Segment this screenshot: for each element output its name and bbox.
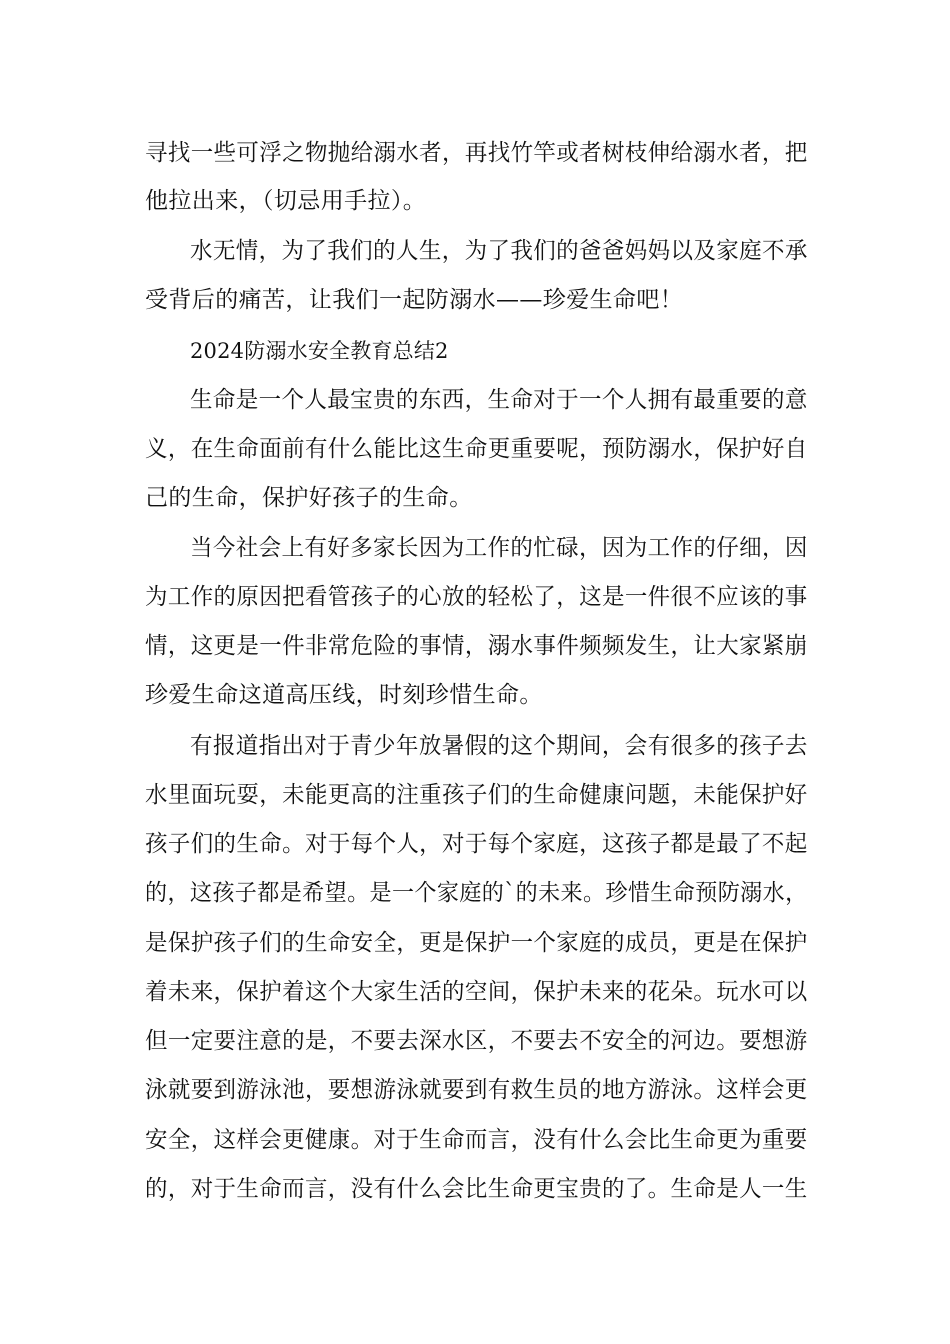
text-line: 水里面玩耍，未能更高的注重孩子们的生命健康问题，未能保护好 bbox=[145, 782, 808, 808]
section-heading: 2024防溺水安全教育总结2 bbox=[190, 339, 449, 363]
text-line: 情，这更是一件非常危险的事情，溺水事件频频发生，让大家紧崩 bbox=[145, 633, 808, 659]
text-line: 为工作的原因把看管孩子的心放的轻松了，这是一件很不应该的事 bbox=[145, 584, 808, 610]
text-line: 的，这孩子都是希望。是一个家庭的`的未来。珍惜生命预防溺水， bbox=[145, 880, 808, 906]
text-line: 己的生命，保护好孩子的生命。 bbox=[145, 485, 473, 511]
text-line: 有报道指出对于青少年放暑假的这个期间，会有很多的孩子去 bbox=[190, 733, 808, 759]
text-line: 当今社会上有好多家长因为工作的忙碌，因为工作的仔细，因 bbox=[190, 535, 808, 561]
text-line: 义，在生命面前有什么能比这生命更重要呢，预防溺水，保护好自 bbox=[145, 436, 808, 462]
text-line: 是保护孩子们的生命安全，更是保护一个家庭的成员，更是在保护 bbox=[145, 930, 808, 956]
text-line: 着未来，保护着这个大家生活的空间，保护未来的花朵。玩水可以 bbox=[145, 979, 808, 1005]
text-line: 但一定要注意的是，不要去深水区，不要去不安全的河边。要想游 bbox=[145, 1028, 808, 1054]
text-line: 珍爱生命这道高压线，时刻珍惜生命。 bbox=[145, 682, 543, 708]
text-line: 寻找一些可浮之物抛给溺水者，再找竹竿或者树枝伸给溺水者，把 bbox=[145, 140, 808, 166]
text-line: 泳就要到游泳池，要想游泳就要到有救生员的地方游泳。这样会更 bbox=[145, 1077, 808, 1103]
text-line: 生命是一个人最宝贵的东西，生命对于一个人拥有最重要的意 bbox=[190, 387, 808, 413]
text-line: 他拉出来，（切忌用手拉）。 bbox=[145, 188, 427, 214]
text-line: 的，对于生命而言，没有什么会比生命更宝贵的了。生命是人一生 bbox=[145, 1176, 808, 1202]
text-line: 孩子们的生命。对于每个人，对于每个家庭，这孩子都是最了不起 bbox=[145, 831, 808, 857]
text-line: 水无情，为了我们的人生，为了我们的爸爸妈妈以及家庭不承 bbox=[190, 238, 808, 264]
text-line: 受背后的痛苦，让我们一起防溺水——珍爱生命吧！ bbox=[145, 287, 684, 313]
text-line: 安全，这样会更健康。对于生命而言，没有什么会比生命更为重要 bbox=[145, 1127, 808, 1153]
